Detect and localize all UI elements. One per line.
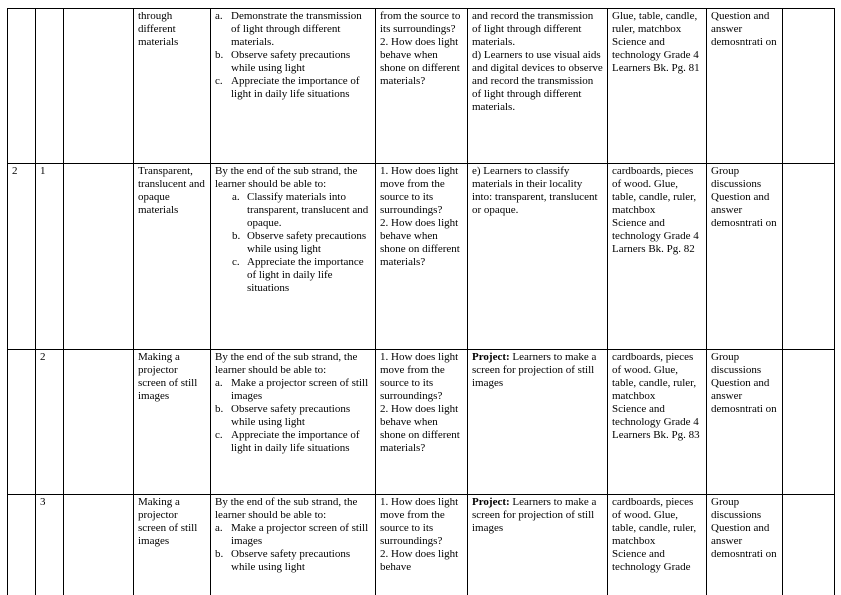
resources-text: Science and technology Grade 4 Learners Bk. Pg. 81 xyxy=(612,36,700,74)
inquiry-question: 2. How does light behave when shone on different materials? xyxy=(380,403,460,454)
cell-resources xyxy=(608,164,707,350)
list-text: Observe safety precautions while using light xyxy=(231,403,351,428)
experience-text xyxy=(472,351,603,390)
experience-text xyxy=(472,496,603,535)
resources-text: Science and technology Grade 4 Larners Bk. Pg. 82 xyxy=(612,217,699,255)
cell-experiences xyxy=(468,495,608,595)
cell-week: 2 xyxy=(8,164,36,350)
experience-text: d) Learners to use visual aids and digital devices to observe and record the transmission of light through different materials. xyxy=(472,49,603,113)
cell-remarks xyxy=(783,9,835,164)
assessment-text: Group discussions xyxy=(711,351,762,376)
experience-body: Learners to make a screen for projection of still images xyxy=(472,496,597,534)
inquiry-question: from the source to its surroundings? xyxy=(380,10,461,35)
cell-remarks xyxy=(783,350,835,495)
cell-inquiry xyxy=(376,495,468,595)
cell-assessment xyxy=(707,495,783,595)
list-text: Make a projector screen of still images xyxy=(231,377,369,402)
outcome-item xyxy=(232,230,371,256)
outcome-item xyxy=(215,522,371,548)
outcomes-intro: By the end of the sub strand, the learner should be able to: xyxy=(215,496,358,521)
inquiry-question: 2. How does light behave when shone on different materials? xyxy=(380,36,460,87)
list-label: a. xyxy=(215,377,223,389)
inquiry-question: 2. How does light behave xyxy=(380,548,459,573)
cell-strand xyxy=(64,9,134,164)
list-text: Observe safety precautions while using light xyxy=(231,548,351,573)
cell-week xyxy=(8,9,36,164)
outcome-item xyxy=(215,10,371,49)
cell-outcomes xyxy=(211,495,376,595)
cell-lesson: 2 xyxy=(36,350,64,495)
resources-text: cardboards, pieces of wood. Glue, table, candle, ruler, matchbox xyxy=(612,351,697,402)
list-label: b. xyxy=(215,403,224,415)
list-label: c. xyxy=(215,429,223,441)
cell-strand xyxy=(64,164,134,350)
cell-strand xyxy=(64,495,134,595)
list-label: a. xyxy=(232,191,240,203)
cell-substrand xyxy=(134,164,211,350)
outcome-item xyxy=(232,256,371,295)
outcome-list xyxy=(232,191,371,295)
list-text: Observe safety precautions while using light xyxy=(247,230,367,255)
outcome-item xyxy=(215,429,371,455)
resources-text: Science and technology Grade xyxy=(612,548,691,573)
scheme-of-work-table xyxy=(7,8,835,595)
outcome-item xyxy=(215,75,371,101)
assessment-text: Group discussions xyxy=(711,165,762,190)
cell-outcomes xyxy=(211,350,376,495)
list-label: b. xyxy=(232,230,241,242)
cell-week xyxy=(8,495,36,595)
resources-text: cardboards, pieces of wood. Glue, table, candle, ruler, matchbox xyxy=(612,165,697,216)
cell-strand xyxy=(64,350,134,495)
table-row xyxy=(8,9,835,164)
project-label: Project: xyxy=(472,351,510,363)
cell-substrand xyxy=(134,495,211,595)
outcomes-intro: By the end of the sub strand, the learner should be able to: xyxy=(215,165,358,190)
resources-text: Science and technology Grade 4 Learners Bk. Pg. 83 xyxy=(612,403,700,441)
substrand-text: Transparent, translucent and opaque materials xyxy=(138,165,205,216)
cell-lesson: 1 xyxy=(36,164,64,350)
assessment-text: demosntrati on xyxy=(711,36,777,48)
assessment-text: Group discussions xyxy=(711,496,762,521)
cell-substrand xyxy=(134,350,211,495)
resources-text: cardboards, pieces of wood. Glue, table, candle, ruler, matchbox xyxy=(612,496,697,547)
cell-assessment xyxy=(707,164,783,350)
assessment-text: Question and answer demosntrati on xyxy=(711,377,777,415)
list-text: Observe safety precautions while using light xyxy=(231,49,351,74)
cell-assessment xyxy=(707,350,783,495)
table-row xyxy=(8,350,835,495)
list-text: Appreciate the importance of light in daily life situations xyxy=(247,256,364,294)
assessment-text: Question and answer xyxy=(711,10,770,35)
cell-outcomes xyxy=(211,9,376,164)
substrand-text: through different materials xyxy=(138,10,179,48)
outcome-item xyxy=(215,548,371,574)
cell-experiences xyxy=(468,9,608,164)
list-label: b. xyxy=(215,49,224,61)
outcome-item xyxy=(232,191,371,230)
cell-inquiry xyxy=(376,9,468,164)
list-text: Classify materials into transparent, translucent and opaque. xyxy=(247,191,369,229)
cell-assessment xyxy=(707,9,783,164)
list-text: Make a projector screen of still images xyxy=(231,522,369,547)
cell-lesson: 3 xyxy=(36,495,64,595)
experience-text: e) Learners to classify materials in their locality into: transparent, translucent or opaque. xyxy=(472,165,598,216)
list-label: a. xyxy=(215,522,223,534)
outcomes-intro: By the end of the sub strand, the learner should be able to: xyxy=(215,351,358,376)
resources-text: Glue, table, candle, ruler, matchbox xyxy=(612,10,698,35)
cell-resources xyxy=(608,350,707,495)
cell-outcomes xyxy=(211,164,376,350)
cell-experiences xyxy=(468,164,608,350)
cell-inquiry xyxy=(376,164,468,350)
cell-resources xyxy=(608,495,707,595)
table-row xyxy=(8,164,835,350)
cell-remarks xyxy=(783,164,835,350)
substrand-text: Making a projector screen of still images xyxy=(138,496,198,547)
cell-lesson xyxy=(36,9,64,164)
list-text: Appreciate the importance of light in daily life situations xyxy=(231,75,360,100)
experience-body: Learners to make a screen for projection of still images xyxy=(472,351,597,389)
list-label: b. xyxy=(215,548,224,560)
inquiry-question: 1. How does light move from the source to its surroundings? xyxy=(380,496,459,547)
cell-remarks xyxy=(783,495,835,595)
list-text: Demonstrate the transmission of light through different materials. xyxy=(231,10,362,48)
cell-substrand xyxy=(134,9,211,164)
outcome-item xyxy=(215,49,371,75)
cell-resources xyxy=(608,9,707,164)
outcome-item xyxy=(215,377,371,403)
assessment-text: Question and answer demosntrati on xyxy=(711,522,777,560)
experience-text: and record the transmission of light through different materials. xyxy=(472,10,594,48)
list-label: a. xyxy=(215,10,223,22)
outcome-item xyxy=(215,403,371,429)
substrand-text: Making a projector screen of still images xyxy=(138,351,198,402)
assessment-text: Question and answer demosntrati on xyxy=(711,191,777,229)
project-label: Project: xyxy=(472,496,510,508)
inquiry-question: 1. How does light move from the source to its surroundings? xyxy=(380,165,459,216)
list-label: c. xyxy=(215,75,223,87)
inquiry-question: 1. How does light move from the source to its surroundings? xyxy=(380,351,459,402)
list-text: Appreciate the importance of light in daily life situations xyxy=(231,429,360,454)
list-label: c. xyxy=(232,256,240,268)
inquiry-question: 2. How does light behave when shone on different materials? xyxy=(380,217,460,268)
cell-experiences xyxy=(468,350,608,495)
table-row xyxy=(8,495,835,595)
cell-week xyxy=(8,350,36,495)
cell-inquiry xyxy=(376,350,468,495)
